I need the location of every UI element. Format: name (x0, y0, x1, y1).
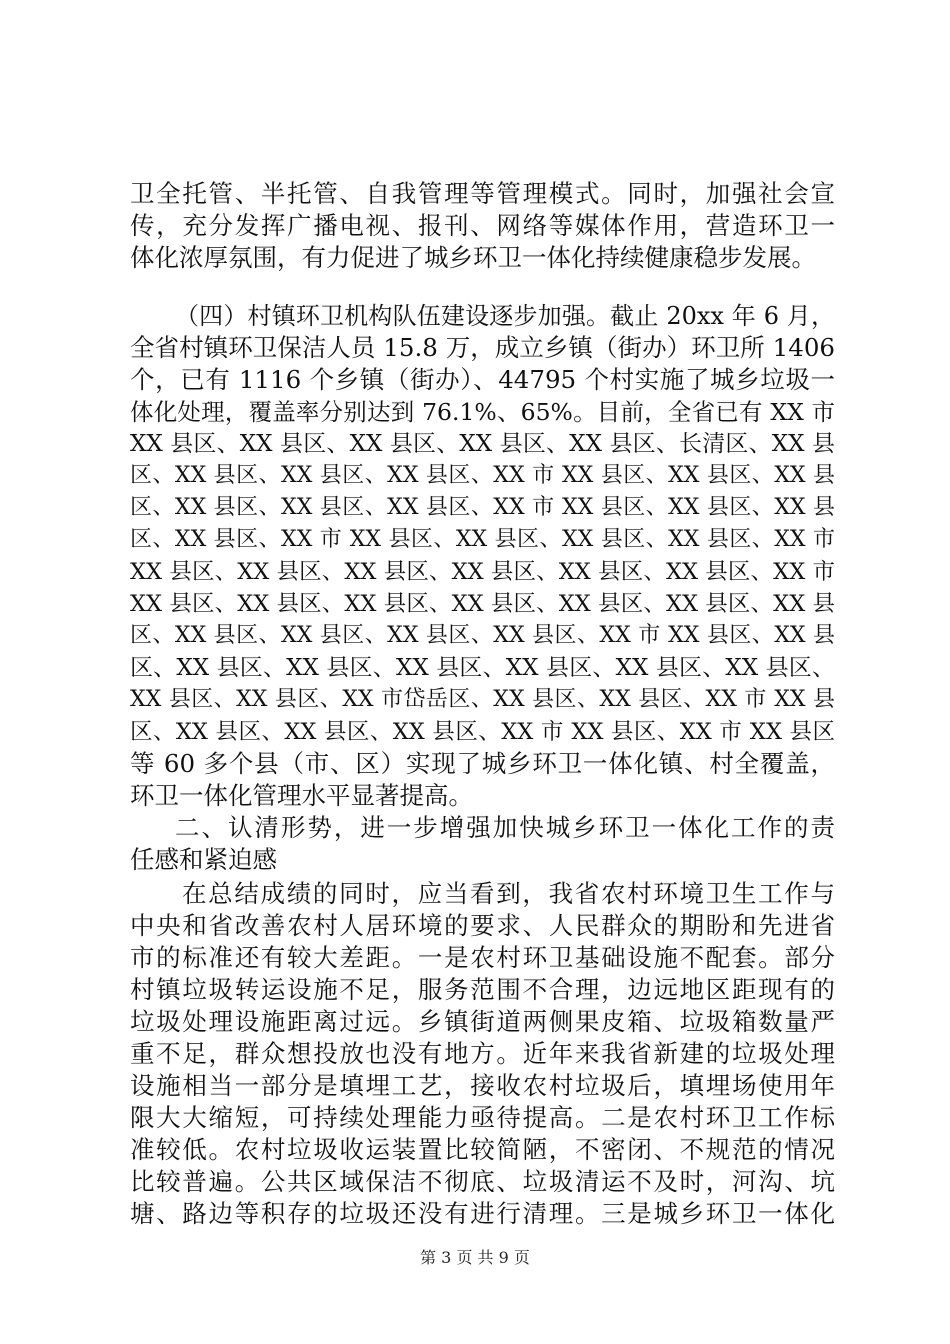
paragraph-2-line: XX 县区、XX 县区、XX 市岱岳区、XX 县区、XX 县区、XX 市 XX 县 (130, 687, 835, 712)
paragraph-1 (130, 178, 835, 274)
paragraph-2-line: 体化处理，覆盖率分别达到 76.1%、65%。目前，全省已有 XX 市 (130, 398, 835, 426)
section-heading-line: 任感和紧迫感 (130, 845, 277, 874)
paragraph-3-line: 垃圾处理设施距离过远。乡镇街道两侧果皮箱、垃圾箱数量严 (130, 1007, 835, 1036)
paragraph-3-line: 限大大缩短，可持续处理能力亟待提高。二是农村环卫工作标 (130, 1103, 835, 1132)
paragraph-2-line: （四）村镇环卫机构队伍建设逐步加强。截止 20xx 年 6 月， (175, 302, 835, 330)
paragraph-3 (130, 878, 835, 1230)
paragraph-3-line: 重不足，群众想投放也没有地方。近年来我省新建的垃圾处理 (130, 1039, 835, 1068)
paragraph-3-line: 塘、路边等积存的垃圾还没有进行清理。三是城乡环卫一体化 (130, 1199, 835, 1228)
page-footer: 第 3 页 共 9 页 (420, 1248, 530, 1267)
paragraph-1-line: 卫全托管、半托管、自我管理等管理模式。同时，加强社会宣 (130, 179, 835, 208)
paragraph-2-line: 区、XX 县区、XX 县区、XX 县区、XX 县区、XX 市 XX 县区、XX 县 (130, 623, 835, 648)
paragraph-2-line: 区、XX 县区、XX 县区、XX 县区、XX 市 XX 县区、XX 县区、XX 县 (130, 495, 835, 520)
paragraph-2 (130, 300, 835, 812)
paragraph-3-line: 设施相当一部分是填埋工艺，接收农村垃圾后，填埋场使用年 (130, 1071, 835, 1100)
section-heading-2 (130, 812, 835, 876)
paragraph-3-line: 村镇垃圾转运设施不足，服务范围不合理，边远地区距现有的 (130, 975, 835, 1004)
paragraph-3-line: 比较普遍。公共区域保洁不彻底、垃圾清运不及时，河沟、坑 (130, 1167, 835, 1196)
paragraph-2-line: 环卫一体化管理水平显著提高。 (130, 781, 473, 810)
paragraph-3-line: 准较低。农村垃圾收运装置比较简陋，不密闭、不规范的情况 (130, 1135, 835, 1164)
paragraph-2-line: 个，已有 1116 个乡镇（街办）、44795 个村实施了城乡垃圾一 (130, 365, 835, 394)
paragraph-2-line: 区、XX 县区、XX 市 XX 县区、XX 县区、XX 县区、XX 县区、XX 市 (130, 527, 835, 552)
paragraph-2-line: 全省村镇环卫保洁人员 15.8 万，成立乡镇（街办）环卫所 1406 (130, 333, 835, 362)
paragraph-2-line: XX 县区、XX 县区、XX 县区、XX 县区、XX 县区、长清区、XX 县 (130, 431, 835, 457)
paragraph-1-line: 体化浓厚氛围，有力促进了城乡环卫一体化持续健康稳步发展。 (130, 243, 816, 272)
paragraph-2-line: 区、XX 县区、XX 县区、XX 县区、XX 市 XX 县区、XX 市 XX 县区 (130, 719, 835, 745)
section-heading-line: 二、认清形势，进一步增强加快城乡环卫一体化工作的责 (175, 813, 835, 842)
paragraph-2-line: 等 60 多个县（市、区）实现了城乡环卫一体化镇、村全覆盖， (130, 749, 835, 778)
paragraph-1-line: 传，充分发挥广播电视、报刊、网络等媒体作用，营造环卫一 (130, 211, 835, 240)
paragraph-3-line: 在总结成绩的同时，应当看到，我省农村环境卫生工作与 (182, 879, 835, 908)
paragraph-2-line: XX 县区、XX 县区、XX 县区、XX 县区、XX 县区、XX 县区、XX 县 (130, 591, 835, 617)
paragraph-3-line: 中央和省改善农村人居环境的要求、人民群众的期盼和先进省 (130, 911, 835, 940)
paragraph-2-line: 区、XX 县区、XX 县区、XX 县区、XX 县区、XX 县区、XX 县区、 (130, 655, 835, 681)
paragraph-3-line: 市的标准还有较大差距。一是农村环卫基础设施不配套。部分 (130, 943, 835, 972)
paragraph-2-line: XX 县区、XX 县区、XX 县区、XX 县区、XX 县区、XX 县区、XX 市 (130, 559, 835, 585)
paragraph-2-line: 区、XX 县区、XX 县区、XX 县区、XX 市 XX 县区、XX 县区、XX 县 (130, 463, 835, 488)
